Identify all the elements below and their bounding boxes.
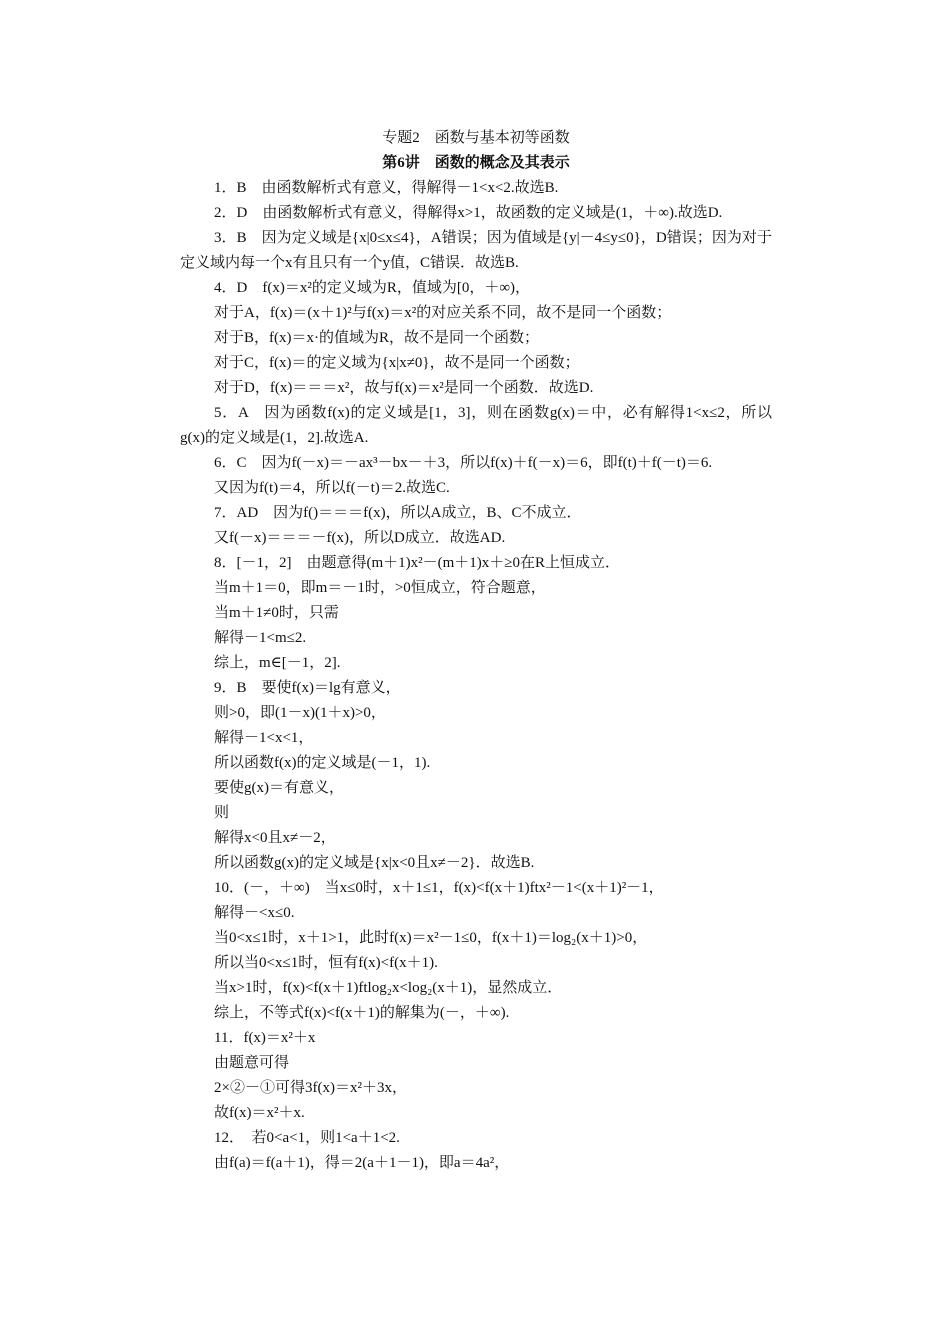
answer-line: 当0<x≤1时，x＋1>1，此时f(x)＝x²－1≤0，f(x＋1)＝log₂(x＋1)>0， [214,930,648,946]
answer-line: 综上，m∈[－1，2]. [214,655,341,671]
answer-page [180,126,772,1176]
answer-line: 1．B 由函数解析式有意义，得解得－1<x<2.故选B. [214,180,559,196]
answer-line: 所以函数f(x)的定义域是(－1，1). [214,755,431,771]
answer-line: 当x>1时，f(x)<f(x＋1)ftlog₂x<log₂(x＋1)，显然成立． [214,980,563,996]
answer-line: 当m＋1≠0时，只需 [214,605,339,621]
answer-line: 当m＋1＝0，即m＝－1时，>0恒成立，符合题意， [214,580,546,596]
answer-line: 由题意可得 [214,1055,290,1071]
answer-line: 6．C 因为f(－x)＝－ax³－bx－＋3，所以f(x)＋f(－x)＝6，即f(t)＋f(－t)＝6. [214,455,713,471]
answer-line: 对于B，f(x)＝x·的值域为R，故不是同一个函数； [214,330,539,346]
answer-line: 5．A 因为函数f(x)的定义域是[1，3]，则在函数g(x)＝中，必有解得1<x≤2，所以g(x)的定义域是(1，2].故选A. [180,405,772,446]
answer-line: 所以函数g(x)的定义域是{x|x<0且x≠－2}．故选B. [214,855,535,871]
answer-line: 由f(a)＝f(a＋1)，得＝2(a＋1－1)，即a＝4a²， [214,1155,510,1171]
answer-line: 2×②－①可得3f(x)＝x²＋3x， [214,1080,407,1096]
answer-line: 8．[－1，2] 由题意得(m＋1)x²－(m＋1)x＋≥0在R上恒成立． [214,555,621,571]
answer-line: 则>0，即(1－x)(1＋x)>0， [214,705,386,721]
answer-line: 则 [214,805,230,821]
answer-line: 7．AD 因为f()＝＝＝f(x)，所以A成立，B、C不成立． [214,505,582,521]
answer-line: 10．(－，＋∞) 当x≤0时，x＋1≤1，f(x)<f(x＋1)ftx²－1<(x＋1)²－1， [214,880,664,896]
answer-line: 解得－<x≤0. [214,905,295,921]
answer-line: 综上，不等式f(x)<f(x＋1)的解集为(－，＋∞). [214,1005,510,1021]
answer-line: 又f(－x)＝＝＝－f(x)，所以D成立．故选AD. [214,530,506,546]
answer-line: 解得－1<m≤2. [214,630,307,646]
answer-line: 所以当0<x≤1时，恒有f(x)<f(x＋1). [214,955,438,971]
answer-line: 12． 若0<a<1，则1<a＋1<2. [214,1130,400,1146]
answer-line: 要使g(x)＝有意义， [214,780,344,796]
answer-line: 解得－1<x<1， [214,730,314,746]
answer-line: 对于D，f(x)＝＝＝x²，故与f(x)＝x²是同一个函数．故选D. [214,380,594,396]
answer-line: 9．B 要使f(x)＝lg有意义， [214,680,401,696]
answer-line: 故f(x)＝x²＋x. [214,1105,305,1121]
answer-line: 解得x<0且x≠－2， [214,830,336,846]
section-title: 专题2 函数与基本初等函数 [382,130,570,146]
lecture-title: 第6讲 函数的概念及其表示 [382,155,570,171]
answer-line: 3．B 因为定义域是{x|0≤x≤4}，A错误；因为值域是{y|－4≤y≤0}，D错误；因为对于定义域内每一个x有且只有一个y值，C错误．故选B. [180,230,772,271]
answer-line: 4．D f(x)＝x²的定义域为R，值域为[0，＋∞)， [214,280,531,296]
answer-line: 对于A，f(x)＝(x＋1)²与f(x)＝x²的对应关系不同，故不是同一个函数； [214,305,672,321]
answer-line: 11．f(x)＝x²＋x [214,1030,316,1046]
answer-line: 2．D 由函数解析式有意义，得解得x>1，故函数的定义域是(1，＋∞).故选D. [214,205,723,221]
answer-line: 对于C，f(x)＝的定义域为{x|x≠0}，故不是同一个函数； [214,355,580,371]
answer-line: 又因为f(t)＝4，所以f(－t)＝2.故选C. [214,480,450,496]
